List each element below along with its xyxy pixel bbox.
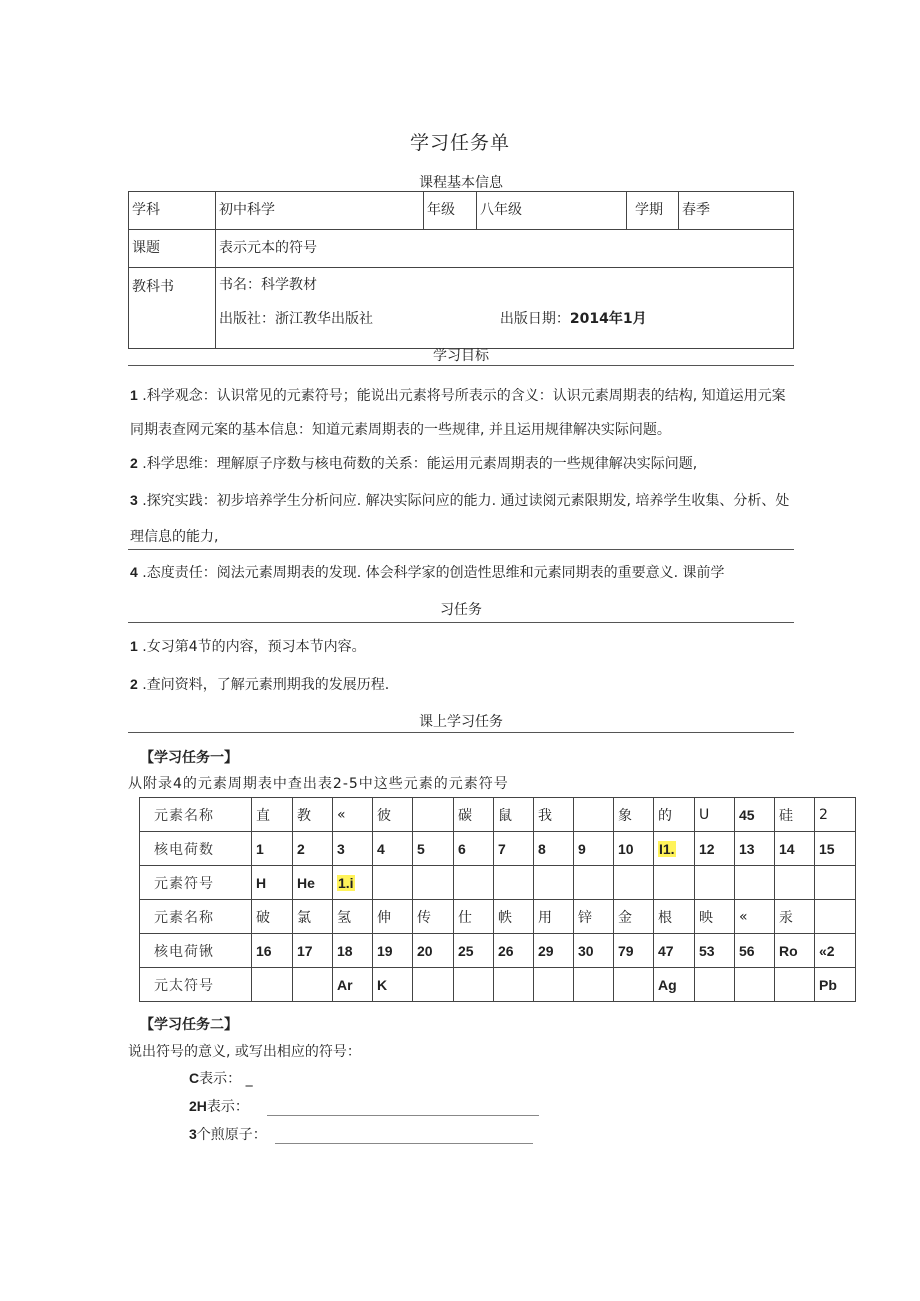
cell-text: Ar	[337, 976, 353, 993]
table-cell	[494, 832, 534, 866]
table-cell	[373, 900, 413, 934]
goal-item-1: 1 .科学观念：认识常见的元素符号；能说出元素将号所表示的含义：认识元素周期表的结构, 知道运用元案同期表查网元案的基本信息：知道元素周期表的一些规律, 并且运用规律解决实际问题。	[130, 387, 786, 438]
table-cell	[494, 900, 534, 934]
table-cell	[454, 900, 494, 934]
element-name-row	[140, 798, 856, 832]
book-name: 书名：科学教材	[219, 277, 317, 293]
table-cell	[252, 798, 293, 832]
cell-text: 我	[538, 807, 552, 824]
goal-item-2: 2 .科学思维：理解原子序数与核电荷数的关系：能运用元素周期表的一些规律解决实际问题,	[130, 455, 698, 472]
table-cell	[775, 934, 815, 968]
cell-text: 汞	[779, 909, 793, 926]
cell-text: 29	[538, 942, 554, 959]
row-header: 元素符号	[140, 866, 252, 900]
cell-text: 17	[297, 942, 313, 959]
table-cell[interactable]	[695, 968, 735, 1002]
row-header: 元太符号	[140, 968, 252, 1002]
grade-label: 年级	[424, 192, 477, 230]
cell-text: I1.	[659, 840, 675, 857]
divider	[128, 622, 794, 623]
pre-task-item-2: 2 .查问资料，了解元素刑期我的发展历程.	[130, 676, 390, 693]
table-cell	[333, 968, 373, 1002]
table-cell	[373, 968, 413, 1002]
table-cell	[333, 866, 373, 900]
table-cell	[614, 798, 654, 832]
cell-text: 12	[699, 840, 715, 857]
cell-text: 帙	[498, 909, 512, 926]
topic-label: 课题	[129, 230, 216, 268]
table-cell	[815, 934, 856, 968]
cell-text: 氯	[297, 909, 311, 926]
table-cell	[654, 832, 695, 866]
table-cell	[815, 832, 856, 866]
cell-text: 的	[658, 807, 672, 824]
table-cell	[293, 798, 333, 832]
table-cell	[574, 832, 614, 866]
table-cell	[293, 934, 333, 968]
cell-text: He	[297, 874, 315, 891]
table-cell	[333, 798, 373, 832]
cell-text: 20	[417, 942, 433, 959]
table-cell[interactable]	[815, 866, 856, 900]
cell-text: 碳	[458, 807, 472, 824]
cell-text: 19	[377, 942, 393, 959]
cell-text: 4	[377, 840, 385, 857]
table-cell[interactable]	[654, 866, 695, 900]
element-name-row	[140, 900, 856, 934]
cell-text: 8	[538, 840, 546, 857]
table-cell[interactable]	[494, 866, 534, 900]
row-header: 核电荷数	[140, 832, 252, 866]
task2-instruction: 说出符号的意义, 或写出相应的符号：	[128, 1044, 361, 1060]
textbook-label: 教科书	[129, 268, 216, 349]
charge-row	[140, 832, 856, 866]
topic-value: 表示元本的符号	[216, 230, 794, 268]
table-cell	[695, 934, 735, 968]
cell-text: 25	[458, 942, 474, 959]
table-cell	[775, 900, 815, 934]
subject-value: 初中科学	[216, 192, 424, 230]
goal-item-3: 3 .探究实践：初步培养学生分析问应. 解决实际问应的能力. 通过读阅元素限期发, 培养学生收集、分析、处理信息的能力,	[130, 492, 790, 545]
table-cell[interactable]	[735, 866, 775, 900]
cell-text: Ag	[658, 976, 677, 993]
table-cell[interactable]	[695, 866, 735, 900]
cell-text: 金	[618, 909, 632, 926]
table-cell	[252, 866, 293, 900]
table-cell	[333, 900, 373, 934]
table-cell	[654, 968, 695, 1002]
table-cell	[454, 798, 494, 832]
symbol-question-3: 3个煎原子：	[189, 1124, 533, 1144]
table-cell	[373, 798, 413, 832]
symbol-row	[140, 968, 856, 1002]
term-value: 春季	[679, 192, 794, 230]
cell-text: 56	[739, 942, 755, 959]
table-cell	[413, 798, 454, 832]
cell-text: «	[739, 908, 748, 925]
cell-text: 3	[337, 840, 345, 857]
cell-text: 映	[699, 909, 713, 926]
cell-text: 2	[297, 840, 305, 857]
table-cell	[614, 832, 654, 866]
symbol-row	[140, 866, 856, 900]
cell-text: 1	[256, 840, 264, 857]
table-cell	[534, 934, 574, 968]
cell-text: 14	[779, 840, 795, 857]
table-cell	[534, 900, 574, 934]
cell-text: 根	[658, 909, 672, 926]
cell-text: 13	[739, 840, 755, 857]
table-cell	[494, 798, 534, 832]
subject-label: 学科	[129, 192, 216, 230]
table-cell	[815, 900, 856, 934]
term-label: 学期	[627, 192, 679, 230]
cell-text: 18	[337, 942, 353, 959]
row-header: 核电荷锹	[140, 934, 252, 968]
cell-text: 30	[578, 942, 594, 959]
table-cell[interactable]	[373, 866, 413, 900]
table-cell	[574, 798, 614, 832]
table-cell	[735, 832, 775, 866]
course-info-heading: 课程基本信息	[419, 175, 503, 191]
table-cell	[454, 934, 494, 968]
cell-text: 26	[498, 942, 514, 959]
cell-text: 15	[819, 840, 835, 857]
table-cell[interactable]	[574, 968, 614, 1002]
divider	[128, 732, 794, 733]
grade-value: 八年级	[477, 192, 627, 230]
course-info-table	[128, 191, 794, 349]
table-cell[interactable]	[534, 968, 574, 1002]
table-cell	[373, 832, 413, 866]
table-cell[interactable]	[534, 866, 574, 900]
table-cell	[373, 934, 413, 968]
page-title: 学习任务单	[409, 132, 510, 154]
table-cell[interactable]	[293, 968, 333, 1002]
cell-text: 6	[458, 840, 466, 857]
cell-text: 5	[417, 840, 425, 857]
cell-text: 45	[739, 806, 755, 823]
cell-text: 10	[618, 840, 634, 857]
cell-text: 1.i	[338, 874, 354, 891]
table-cell	[695, 832, 735, 866]
table-cell[interactable]	[494, 968, 534, 1002]
table-cell	[333, 934, 373, 968]
cell-text: 氢	[337, 909, 351, 926]
cell-text: K	[377, 976, 388, 993]
table-cell[interactable]	[614, 866, 654, 900]
pre-task-item-1: 1 .女习第4节的内容，预习本节内容。	[130, 638, 366, 655]
cell-text: 锌	[578, 909, 592, 926]
cell-text: Pb	[819, 976, 837, 993]
cell-text: «2	[819, 942, 835, 959]
row-header: 元素名称	[140, 900, 252, 934]
cell-text: 象	[618, 807, 632, 824]
cell-text: Ro	[779, 942, 798, 959]
table-cell	[815, 968, 856, 1002]
divider	[128, 549, 794, 550]
table-cell	[654, 900, 695, 934]
cell-text: 用	[538, 909, 552, 926]
cell-text: 仕	[458, 909, 472, 926]
pub-date-value: 2014年1月	[569, 311, 647, 327]
task1-heading: 【学习任务一】	[140, 750, 238, 766]
table-cell[interactable]	[775, 866, 815, 900]
table-cell	[454, 832, 494, 866]
table-cell	[293, 832, 333, 866]
table-cell	[293, 900, 333, 934]
cell-text: 16	[256, 942, 272, 959]
cell-text: 47	[658, 942, 674, 959]
table-cell	[614, 900, 654, 934]
cell-text: 彼	[377, 807, 391, 824]
cell-text: 伸	[377, 909, 391, 926]
table-cell	[413, 934, 454, 968]
table-cell[interactable]	[413, 866, 454, 900]
cell-text: 2	[819, 806, 828, 823]
table-cell	[252, 832, 293, 866]
cell-text: 硅	[779, 807, 793, 824]
table-cell[interactable]	[735, 968, 775, 1002]
table-cell	[735, 798, 775, 832]
pre-task-heading: 习任务	[440, 602, 482, 618]
symbol-question-2: 2H表示：	[189, 1096, 539, 1116]
symbol-question-1: C表示： _	[189, 1070, 253, 1087]
publisher-line	[219, 302, 790, 336]
goals-heading: 学习目标	[433, 348, 489, 364]
row-header: 元素名称	[140, 798, 252, 832]
table-cell[interactable]	[574, 866, 614, 900]
answer-blank-1[interactable]: _	[245, 1071, 253, 1087]
answer-blank-2[interactable]	[267, 1101, 539, 1116]
table-cell[interactable]	[454, 968, 494, 1002]
table-cell[interactable]	[413, 968, 454, 1002]
table-cell	[695, 900, 735, 934]
cell-text: 7	[498, 840, 506, 857]
table-cell[interactable]	[775, 968, 815, 1002]
table-cell	[815, 798, 856, 832]
table-cell	[252, 900, 293, 934]
cell-text: 53	[699, 942, 715, 959]
table-cell	[333, 832, 373, 866]
pub-date-label: 出版日期：	[499, 311, 570, 327]
table-cell	[252, 934, 293, 968]
cell-text: 破	[256, 909, 270, 926]
cell-text: 传	[417, 909, 431, 926]
charge-row	[140, 934, 856, 968]
table-cell	[494, 934, 534, 968]
cell-text: U	[699, 806, 710, 823]
table-cell	[534, 832, 574, 866]
table-cell	[654, 798, 695, 832]
table-cell	[293, 866, 333, 900]
table-cell	[413, 832, 454, 866]
table-cell[interactable]	[252, 968, 293, 1002]
table-cell	[654, 934, 695, 968]
cell-text: 教	[297, 807, 311, 824]
table-cell[interactable]	[614, 968, 654, 1002]
cell-text: «	[337, 806, 346, 823]
table-cell	[735, 934, 775, 968]
task2-heading: 【学习任务二】	[140, 1017, 238, 1033]
publisher: 出版社：浙江教华出版社	[219, 311, 373, 327]
table-cell	[574, 900, 614, 934]
cell-text: 79	[618, 942, 634, 959]
table-cell	[574, 934, 614, 968]
cell-text: 鼠	[498, 807, 512, 824]
cell-text: 9	[578, 840, 586, 857]
answer-blank-3[interactable]	[275, 1129, 533, 1144]
table-cell[interactable]	[454, 866, 494, 900]
task1-instruction: 从附录4的元素周期表中查出表2-5中这些元素的元素符号	[128, 776, 509, 792]
table-cell	[413, 900, 454, 934]
textbook-cell	[216, 268, 794, 349]
table-cell	[695, 798, 735, 832]
table-cell	[614, 934, 654, 968]
table-cell	[775, 832, 815, 866]
divider	[128, 365, 794, 366]
table-cell	[775, 798, 815, 832]
table-cell	[735, 900, 775, 934]
table-cell	[534, 798, 574, 832]
cell-text: 直	[256, 807, 270, 824]
cell-text: H	[256, 874, 267, 891]
class-task-heading: 课上学习任务	[419, 714, 503, 730]
element-table	[139, 797, 856, 1002]
goal-item-4: 4 .态度责任：阅法元素周期表的发现. 体会科学家的创造性思维和元素同期表的重要意义. 课前学	[130, 564, 725, 581]
